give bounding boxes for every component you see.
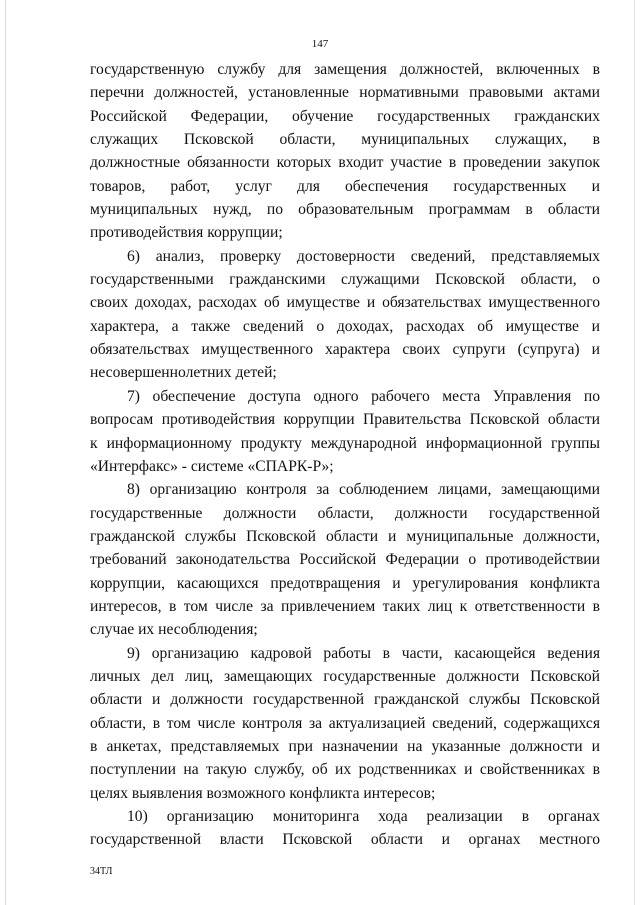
text-line: к информационному продукту международной информационной группы xyxy=(90,434,600,452)
text-line: области, в том числе контроля за актуализацией сведений, содержащихся xyxy=(90,714,600,732)
text-line: муниципальных нужд, по образовательным программам в области xyxy=(90,201,600,219)
page-edge-right xyxy=(634,0,635,905)
document-body xyxy=(90,58,600,852)
text-line: своих доходах, расходах об имуществе и обязательствах имущественного xyxy=(90,294,600,312)
text-line: должностные обязанности которых входит участие в проведении закупок xyxy=(90,154,600,172)
page-edge-left xyxy=(5,0,6,905)
text-line: служащих Псковской области, муниципальных служащих, в xyxy=(90,131,600,149)
text-line: требований законодательства Российской Федерации о противодействии xyxy=(90,551,600,569)
text-line: государственной власти Псковской области и органах местного xyxy=(90,831,600,849)
text-line: государственную службу для замещения должностей, включенных в xyxy=(90,61,600,78)
page-number: 147 xyxy=(311,38,329,50)
text-line: 6) анализ, проверку достоверности сведений, представляемых xyxy=(127,247,600,265)
text-line: личных дел лиц, замещающих государственные должности Псковской xyxy=(90,667,600,685)
text-line: гражданской службы Псковской области и муниципальные должности, xyxy=(90,527,600,545)
text-line: в анкетах, представляемых при назначении на указанные должности и xyxy=(90,737,600,755)
text-line: характера, а также сведений о доходах, расходах об имуществе и xyxy=(90,317,600,335)
text-line: государственными гражданскими служащими Псковской области, о xyxy=(90,271,600,289)
text-line: вопросам противодействия коррупции Правительства Псковской области xyxy=(90,411,600,429)
text-line: поступлении на такую службу, об их родственниках и свойственниках в xyxy=(90,761,600,779)
text-line: 10) организацию мониторинга хода реализации в органах xyxy=(127,808,600,825)
text-line: случае их несоблюдения; xyxy=(90,621,258,639)
text-line: обязательствах имущественного характера своих супруги (супруга) и xyxy=(90,341,600,359)
text-line: противодействия коррупции; xyxy=(90,224,283,242)
text-line: 9) организацию кадровой работы в части, касающейся ведения xyxy=(127,644,600,662)
text-line: области и должности государственной гражданской службы Псковской xyxy=(90,691,600,709)
text-line: 8) организацию контроля за соблюдением лицами, замещающими xyxy=(127,481,600,499)
text-line: коррупции, касающихся предотвращения и урегулирования конфликта xyxy=(90,574,600,592)
text-line: 7) обеспечение доступа одного рабочего места Управления по xyxy=(127,387,600,405)
document-footer-code: 34ТЛ xyxy=(90,866,113,877)
text-line: «Интерфакс» - системе «СПАРК-Р»; xyxy=(90,457,334,475)
text-line: Российской Федерации, обучение государственных гражданских xyxy=(90,107,600,125)
text-line: интересов, в том числе за привлечением таких лиц к ответственности в xyxy=(90,597,600,615)
text-line: товаров, работ, услуг для обеспечения государственных и xyxy=(90,177,600,195)
text-line: государственные должности области, должности государственной xyxy=(90,504,600,522)
text-line: несовершеннолетних детей; xyxy=(90,364,277,382)
text-line: целях выявления возможного конфликта интересов; xyxy=(90,784,436,802)
text-line: перечни должностей, установленные нормативными правовыми актами xyxy=(90,84,600,102)
